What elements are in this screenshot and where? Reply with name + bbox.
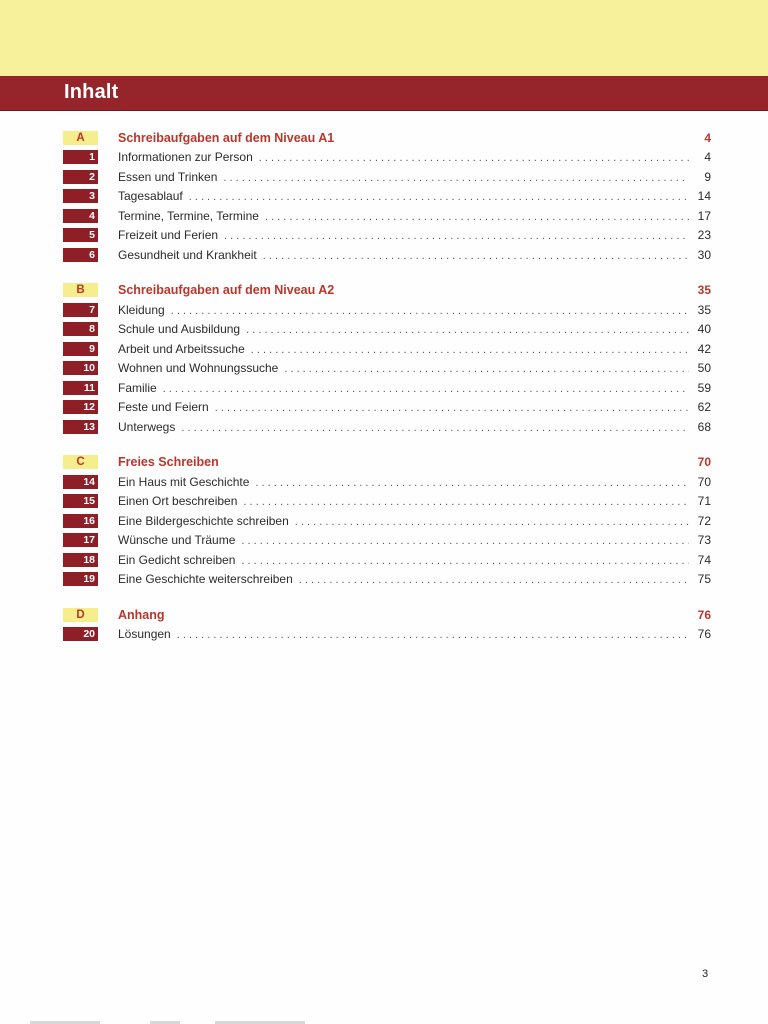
chapter-title: Essen und Trinken	[118, 169, 218, 184]
section-page: 76	[697, 607, 711, 622]
toc-section-d	[63, 605, 711, 644]
toc-entry[interactable]	[63, 378, 711, 398]
toc-entry[interactable]	[63, 300, 711, 320]
toc-entry-text	[118, 572, 711, 586]
chapter-number-badge: 20	[63, 627, 98, 641]
dot-leader	[246, 324, 689, 336]
chapter-page: 72	[697, 513, 711, 528]
chapter-page: 35	[697, 302, 711, 317]
chapter-page: 50	[697, 361, 711, 376]
chapter-number-badge: 16	[63, 514, 98, 528]
dot-leader	[284, 363, 689, 375]
chapter-title: Familie	[118, 380, 157, 395]
chapter-page: 68	[697, 419, 711, 434]
toc-entry[interactable]	[63, 570, 711, 590]
chapter-page: 9	[704, 169, 711, 184]
toc-entry-text	[118, 494, 711, 508]
dot-leader	[265, 211, 689, 223]
toc-entry-text	[118, 553, 711, 567]
dot-leader	[223, 172, 689, 184]
toc-entry[interactable]	[63, 187, 711, 207]
chapter-title: Feste und Feiern	[118, 400, 209, 415]
chapter-number-badge: 19	[63, 572, 98, 586]
chapter-title: Ein Haus mit Geschichte	[118, 474, 250, 489]
chapter-title: Freizeit und Ferien	[118, 228, 219, 243]
dot-leader	[299, 574, 689, 586]
chapter-number-badge: 1	[63, 150, 98, 164]
toc-section-c	[63, 453, 711, 590]
dot-leader	[189, 191, 689, 203]
toc-entry-text	[118, 248, 711, 262]
dot-leader	[163, 383, 689, 395]
chapter-page: 62	[697, 400, 711, 415]
toc-entry-text	[118, 400, 711, 414]
page-title: Inhalt	[64, 81, 119, 103]
toc-entry-text	[118, 209, 711, 223]
chapter-page: 40	[697, 322, 711, 337]
chapter-page: 71	[697, 494, 711, 509]
chapter-page: 23	[697, 228, 711, 243]
chapter-number-badge: 5	[63, 228, 98, 242]
section-heading-text	[118, 283, 711, 297]
toc-entry-text	[118, 342, 711, 356]
toc-entry-text	[118, 533, 711, 547]
dot-leader	[255, 477, 689, 489]
toc-entry[interactable]	[63, 320, 711, 340]
toc-entry-text	[118, 475, 711, 489]
toc-entry[interactable]	[63, 206, 711, 226]
section-page: 35	[697, 283, 711, 298]
toc-entry[interactable]	[63, 148, 711, 168]
toc-entry-text	[118, 228, 711, 242]
toc-entry-text	[118, 150, 711, 164]
section-title: Schreibaufgaben auf dem Niveau A2	[118, 283, 335, 298]
chapter-title: Tagesablauf	[118, 189, 183, 204]
section-letter-badge: C	[63, 455, 98, 469]
chapter-title: Ein Gedicht schreiben	[118, 552, 236, 567]
section-title: Anhang	[118, 607, 165, 622]
toc-entry[interactable]	[63, 625, 711, 645]
section-letter-badge: D	[63, 608, 98, 622]
scan-edge-marks	[0, 1019, 768, 1024]
dot-leader	[181, 422, 689, 434]
toc-entry-text	[118, 627, 711, 641]
chapter-number-badge: 9	[63, 342, 98, 356]
chapter-page: 17	[697, 208, 711, 223]
chapter-number-badge: 4	[63, 209, 98, 223]
section-heading-text	[118, 131, 711, 145]
chapter-page: 42	[697, 341, 711, 356]
chapter-number-badge: 6	[63, 248, 98, 262]
chapter-page: 70	[697, 474, 711, 489]
toc-entry-text	[118, 303, 711, 317]
chapter-page: 73	[697, 533, 711, 548]
chapter-number-badge: 13	[63, 420, 98, 434]
toc-entry[interactable]	[63, 550, 711, 570]
chapter-number-badge: 14	[63, 475, 98, 489]
toc-entry-text	[118, 381, 711, 395]
chapter-number-badge: 18	[63, 553, 98, 567]
chapter-title: Arbeit und Arbeitssuche	[118, 341, 245, 356]
chapter-title: Gesundheit und Krankheit	[118, 247, 257, 262]
toc-entry-text	[118, 189, 711, 203]
chapter-page: 74	[697, 552, 711, 567]
section-heading[interactable]	[63, 453, 711, 473]
toc-entry[interactable]	[63, 492, 711, 512]
toc-entry[interactable]	[63, 531, 711, 551]
section-title: Schreibaufgaben auf dem Niveau A1	[118, 130, 335, 145]
chapter-page: 30	[697, 247, 711, 262]
chapter-page: 59	[697, 380, 711, 395]
toc-entry[interactable]	[63, 359, 711, 379]
dot-leader	[224, 230, 689, 242]
chapter-page: 75	[697, 572, 711, 587]
toc-entry[interactable]	[63, 245, 711, 265]
section-title: Freies Schreiben	[118, 455, 219, 470]
toc-entry[interactable]	[63, 511, 711, 531]
chapter-title: Wünsche und Träume	[118, 533, 236, 548]
chapter-number-badge: 17	[63, 533, 98, 547]
page-number: 3	[702, 968, 709, 980]
toc-entry[interactable]	[63, 398, 711, 418]
toc-section-b	[63, 281, 711, 437]
chapter-title: Unterwegs	[118, 419, 176, 434]
toc-entry[interactable]	[63, 472, 711, 492]
chapter-number-badge: 10	[63, 361, 98, 375]
dot-leader	[251, 344, 689, 356]
section-letter-badge: A	[63, 131, 98, 145]
top-color-band	[0, 0, 768, 76]
toc-entry[interactable]	[63, 226, 711, 246]
section-heading-text	[118, 455, 711, 469]
toc-entry-text	[118, 170, 711, 184]
dot-leader	[263, 250, 689, 262]
dot-leader	[171, 305, 689, 317]
chapter-number-badge: 11	[63, 381, 98, 395]
chapter-number-badge: 8	[63, 322, 98, 336]
chapter-title: Schule und Ausbildung	[118, 322, 241, 337]
dot-leader	[177, 629, 689, 641]
chapter-number-badge: 2	[63, 170, 98, 184]
chapter-title: Kleidung	[118, 302, 165, 317]
chapter-title: Eine Geschichte weiterschreiben	[118, 572, 293, 587]
toc-entry[interactable]	[63, 339, 711, 359]
dot-leader	[241, 555, 689, 567]
toc-entry-text	[118, 514, 711, 528]
dot-leader	[295, 516, 689, 528]
chapter-page: 4	[704, 150, 711, 165]
dot-leader	[215, 402, 689, 414]
chapter-number-badge: 15	[63, 494, 98, 508]
toc-entry-text	[118, 322, 711, 336]
chapter-page: 76	[697, 627, 711, 642]
section-heading[interactable]	[63, 128, 711, 148]
chapter-title: Wohnen und Wohnungssuche	[118, 361, 279, 376]
toc-entry[interactable]	[63, 167, 711, 187]
toc-entry[interactable]	[63, 417, 711, 437]
chapter-number-badge: 7	[63, 303, 98, 317]
chapter-title: Informationen zur Person	[118, 150, 253, 165]
section-heading-text	[118, 608, 711, 622]
table-of-contents	[63, 128, 711, 660]
toc-entry-text	[118, 361, 711, 375]
chapter-title: Termine, Termine, Termine	[118, 208, 259, 223]
chapter-number-badge: 12	[63, 400, 98, 414]
dot-leader	[243, 496, 689, 508]
dot-leader	[241, 535, 689, 547]
section-page: 70	[697, 455, 711, 470]
chapter-title: Lösungen	[118, 627, 171, 642]
chapter-title: Eine Bildergeschichte schreiben	[118, 513, 289, 528]
section-letter-badge: B	[63, 283, 98, 297]
chapter-number-badge: 3	[63, 189, 98, 203]
title-bar	[0, 76, 768, 110]
section-heading[interactable]	[63, 281, 711, 301]
chapter-page: 14	[697, 189, 711, 204]
section-page: 4	[704, 130, 711, 145]
chapter-title: Einen Ort beschreiben	[118, 494, 238, 509]
toc-entry-text	[118, 420, 711, 434]
dot-leader	[259, 152, 689, 164]
section-heading[interactable]	[63, 605, 711, 625]
toc-section-a	[63, 128, 711, 265]
